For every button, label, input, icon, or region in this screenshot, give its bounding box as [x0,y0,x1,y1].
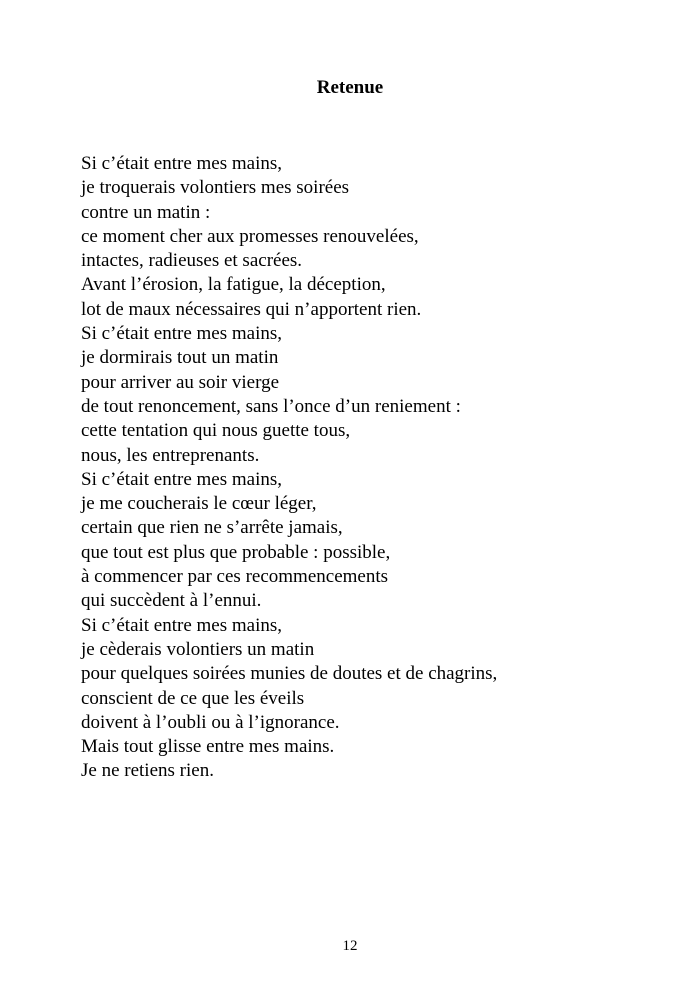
poem-line: je dormirais tout un matin [81,347,279,369]
poem-line: certain que rien ne s’arrête jamais, [81,517,343,539]
poem-line: contre un matin : [81,201,211,223]
poem-line: Si c’était entre mes mains, [81,614,283,636]
poem-line: Si c’était entre mes mains, [81,153,283,174]
poem-line: doivent à l’oubli ou à l’ignorance. [81,711,340,733]
poem-line: Avant l’érosion, la fatigue, la déception, [81,274,386,296]
poem-line: pour arriver au soir vierge [81,371,280,393]
poem-line: Si c’était entre mes mains, [81,468,283,490]
poem-line: je troquerais volontiers mes soirées [81,177,350,199]
poem-line: intactes, radieuses et sacrées. [81,250,303,272]
poem-line: ce moment cher aux promesses renouvelées, [81,225,419,247]
poem-line: Si c’était entre mes mains, [81,323,283,345]
poem-line: que tout est plus que probable : possible, [81,541,391,563]
poem-line: de tout renoncement, sans l’once d’un reniement : [81,395,461,417]
poem-line: je cèderais volontiers un matin [81,638,315,660]
poem-line: à commencer par ces recommencements [81,566,389,588]
page-number: 12 [342,938,358,954]
poem-line: Mais tout glisse entre mes mains. [81,736,335,758]
page-title: Retenue [316,77,384,98]
poem-line: Je ne retiens rien. [81,760,214,782]
poem-line: lot de maux nécessaires qui n’apportent rien. [81,298,422,320]
poem-line: je me coucherais le cœur léger, [81,493,317,515]
poem-line: conscient de ce que les éveils [81,687,305,709]
poem-line: nous, les entreprenants. [81,444,260,466]
poem-line: qui succèdent à l’ennui. [81,590,262,612]
poem-line: cette tentation qui nous guette tous, [81,420,351,442]
poem-line: pour quelques soirées munies de doutes et de chagrins, [81,663,498,685]
poem-body [81,152,681,784]
